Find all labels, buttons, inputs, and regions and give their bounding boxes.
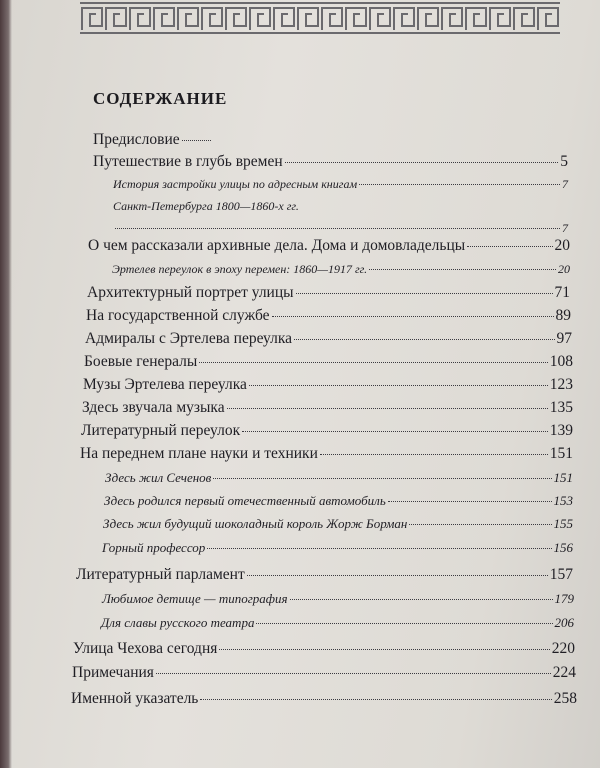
- toc-entry-title: Адмиралы с Эртелева переулка: [85, 330, 293, 347]
- toc-leader: [115, 228, 560, 229]
- toc-entry-page: 151: [549, 445, 573, 462]
- toc-entry: [71, 690, 577, 708]
- toc-entry-page: 157: [549, 566, 573, 583]
- toc-entry: [101, 615, 574, 631]
- toc-leader: [320, 454, 548, 455]
- toc-leader: [388, 501, 552, 502]
- toc-entry-page: 220: [551, 640, 575, 657]
- toc-entry: [82, 399, 573, 417]
- toc-entry: [73, 640, 575, 658]
- toc-entry: [93, 153, 568, 171]
- toc-entry-title: Литературный парламент: [76, 566, 245, 583]
- toc-entry: [81, 422, 573, 440]
- toc-entry-title: Здесь жил будущий шоколадный король Жорж Борман: [103, 516, 408, 531]
- toc-leader: [199, 362, 547, 363]
- toc-entry-page: 224: [552, 664, 576, 681]
- toc-entry-title: Предисловие: [93, 131, 180, 148]
- toc-entry: [102, 591, 574, 607]
- toc-entry-title: Путешествие в глубь времен: [93, 153, 283, 170]
- toc-entry: [93, 131, 213, 149]
- toc-entry-title: Музы Эртелева переулка: [83, 376, 247, 393]
- toc-leader: [296, 293, 553, 294]
- toc-leader: [156, 673, 551, 674]
- toc-entry-page: 179: [554, 591, 574, 606]
- toc-entry: [72, 664, 576, 682]
- toc-entry-title: Горный профессор: [102, 540, 206, 555]
- toc-entry-title: Здесь родился первый отечественный автомобиль: [104, 493, 386, 508]
- toc-leader: [249, 385, 548, 386]
- toc-entry: [113, 177, 568, 192]
- toc-entry-page: 108: [549, 353, 573, 370]
- toc-leader: [213, 478, 551, 479]
- toc-entry: [84, 353, 573, 371]
- toc-entry-page: 135: [549, 399, 573, 416]
- toc-entry-page: 258: [553, 690, 577, 707]
- toc-leader: [219, 649, 549, 650]
- toc-leader: [182, 140, 211, 141]
- toc-entry: [104, 493, 573, 509]
- toc-leader: [290, 599, 553, 600]
- toc-entry-title: Здесь жил Сеченов: [105, 470, 212, 485]
- toc-entry-page: 71: [554, 284, 570, 301]
- toc-entry-title: На переднем плане науки и техники: [80, 445, 318, 462]
- toc-entry: [105, 470, 573, 486]
- toc-entry-title: Именной указатель: [71, 690, 199, 707]
- toc-entry-title: Примечания: [72, 664, 154, 681]
- toc-leader: [409, 524, 551, 525]
- toc-entry-title: Улица Чехова сегодня: [73, 640, 218, 657]
- toc-entry-page: 89: [555, 307, 571, 324]
- toc-entry: [83, 376, 573, 394]
- toc-entry: [76, 566, 573, 584]
- toc-leader: [294, 339, 554, 340]
- toc-entry-page: 97: [556, 330, 572, 347]
- toc-entry: [88, 237, 570, 255]
- toc-entry: [113, 199, 433, 214]
- toc-leader: [247, 575, 548, 576]
- toc-entry-title: Санкт-Петербурга 1800—1860-х гг.: [113, 199, 299, 213]
- toc-entry-title: Здесь звучала музыка: [82, 399, 225, 416]
- toc-entry: [113, 221, 568, 236]
- toc-leader: [272, 316, 554, 317]
- toc-entry-page: 155: [553, 516, 573, 531]
- toc-entry-page: 20: [558, 262, 570, 276]
- toc-leader: [359, 184, 560, 185]
- toc-entry-title: История застройки улицы по адресным книгам: [113, 177, 358, 191]
- toc-leader: [467, 246, 552, 247]
- toc-leader: [285, 162, 559, 163]
- toc-leader: [200, 699, 551, 700]
- toc-leader: [207, 548, 551, 549]
- toc-entry-page: 20: [554, 237, 570, 254]
- toc-entry-title: Архитектурный портрет улицы: [87, 284, 294, 301]
- toc-leader: [242, 431, 548, 432]
- toc-entry-page: 153: [553, 493, 573, 508]
- toc-entry-page: 206: [554, 615, 574, 630]
- toc-entry-title: Боевые генералы: [84, 353, 198, 370]
- toc-heading: СОДЕРЖАНИЕ: [93, 89, 228, 108]
- toc-entry-title: Эртелев переулок в эпоху перемен: 1860—1917 гг.: [112, 262, 368, 276]
- toc-entry-title: Литературный переулок: [81, 422, 241, 439]
- toc-entry: [85, 330, 572, 348]
- toc-entry-page: 139: [549, 422, 573, 439]
- toc-entry: [80, 445, 573, 463]
- toc-entry-title: О чем рассказали архивные дела. Дома и домовладельцы: [88, 237, 466, 254]
- toc-leader: [227, 408, 548, 409]
- toc-entry-title: Для славы русского театра: [101, 615, 255, 630]
- toc-entry-page: 7: [562, 221, 568, 235]
- toc-entry-page: 5: [560, 153, 568, 170]
- toc-leader: [369, 269, 556, 270]
- toc-entry-page: 7: [562, 177, 568, 191]
- toc-entry: [86, 307, 571, 325]
- toc-entry-page: 123: [549, 376, 573, 393]
- toc-entry-title: Любимое детище — типография: [102, 591, 288, 606]
- toc-entry-page: 156: [553, 540, 573, 555]
- toc-entry: [103, 516, 573, 532]
- toc-entry-page: 151: [553, 470, 573, 485]
- toc-entry: [87, 284, 570, 302]
- toc-leader: [256, 623, 552, 624]
- toc-entry: [102, 540, 573, 556]
- toc-entry-title: На государственной службе: [86, 307, 270, 324]
- toc-entry: [112, 262, 570, 277]
